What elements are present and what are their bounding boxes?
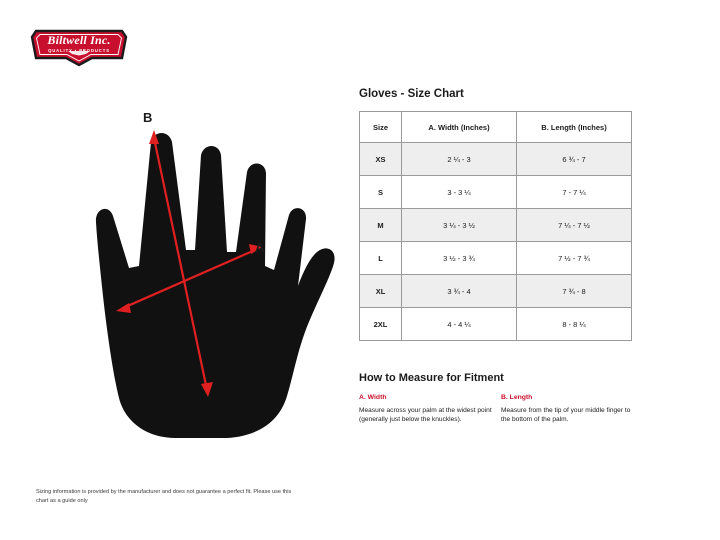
- cell-length: 6 ¾ - 7: [517, 143, 632, 176]
- label-b: B: [143, 110, 153, 125]
- cell-size: S: [360, 176, 402, 209]
- cell-length: 8 - 8 ¼: [517, 308, 632, 341]
- cell-length: 7 - 7 ¼: [517, 176, 632, 209]
- cell-size: M: [360, 209, 402, 242]
- cell-width: 2 ¼ - 3: [402, 143, 517, 176]
- cell-width: 3 - 3 ¼: [402, 176, 517, 209]
- cell-size: XS: [360, 143, 402, 176]
- cell-size: 2XL: [360, 308, 402, 341]
- hand-silhouette-icon: [55, 100, 345, 460]
- table-row: [360, 209, 632, 242]
- cell-width: 3 ¾ - 4: [402, 275, 517, 308]
- cell-length: 7 ½ - 7 ¾: [517, 242, 632, 275]
- table-row: [360, 275, 632, 308]
- cell-size: L: [360, 242, 402, 275]
- measure-width-block: [359, 393, 497, 425]
- cell-width: 3 ¼ - 3 ½: [402, 209, 517, 242]
- measure-width-heading: A. Width: [359, 394, 387, 401]
- measure-width-text: Measure across your palm at the widest point (generally just below the knuckles).: [359, 406, 492, 424]
- measure-length-block: [501, 393, 639, 425]
- column-header-size: Size: [360, 112, 402, 143]
- table-header-row: [360, 112, 632, 143]
- brand-name: Biltwell Inc.: [47, 33, 111, 47]
- measure-length-text: Measure from the tip of your middle finger to the bottom of the palm.: [501, 406, 631, 424]
- cell-size: XL: [360, 275, 402, 308]
- hand-illustration: [55, 100, 345, 460]
- table-row: [360, 143, 632, 176]
- brand-logo: [30, 28, 128, 68]
- brand-tagline: QUALITY • PRODUCTS: [48, 48, 110, 53]
- chart-title: Gloves - Size Chart: [359, 88, 464, 100]
- label-a: A: [255, 240, 265, 255]
- column-header-length: B. Length (Inches): [517, 112, 632, 143]
- cell-width: 4 - 4 ¼: [402, 308, 517, 341]
- table-row: [360, 242, 632, 275]
- column-header-width: A. Width (Inches): [402, 112, 517, 143]
- size-chart-table: [359, 111, 632, 341]
- cell-length: 7 ¼ - 7 ½: [517, 209, 632, 242]
- footnote: Sizing information is provided by the manufacturer and does not guarantee a perfect fit. Please use this chart as a guide only: [36, 489, 292, 504]
- cell-width: 3 ½ - 3 ¾: [402, 242, 517, 275]
- cell-length: 7 ¾ - 8: [517, 275, 632, 308]
- measure-length-heading: B. Length: [501, 394, 533, 401]
- table-row: [360, 176, 632, 209]
- how-to-measure-title: How to Measure for Fitment: [359, 372, 504, 384]
- table-row: [360, 308, 632, 341]
